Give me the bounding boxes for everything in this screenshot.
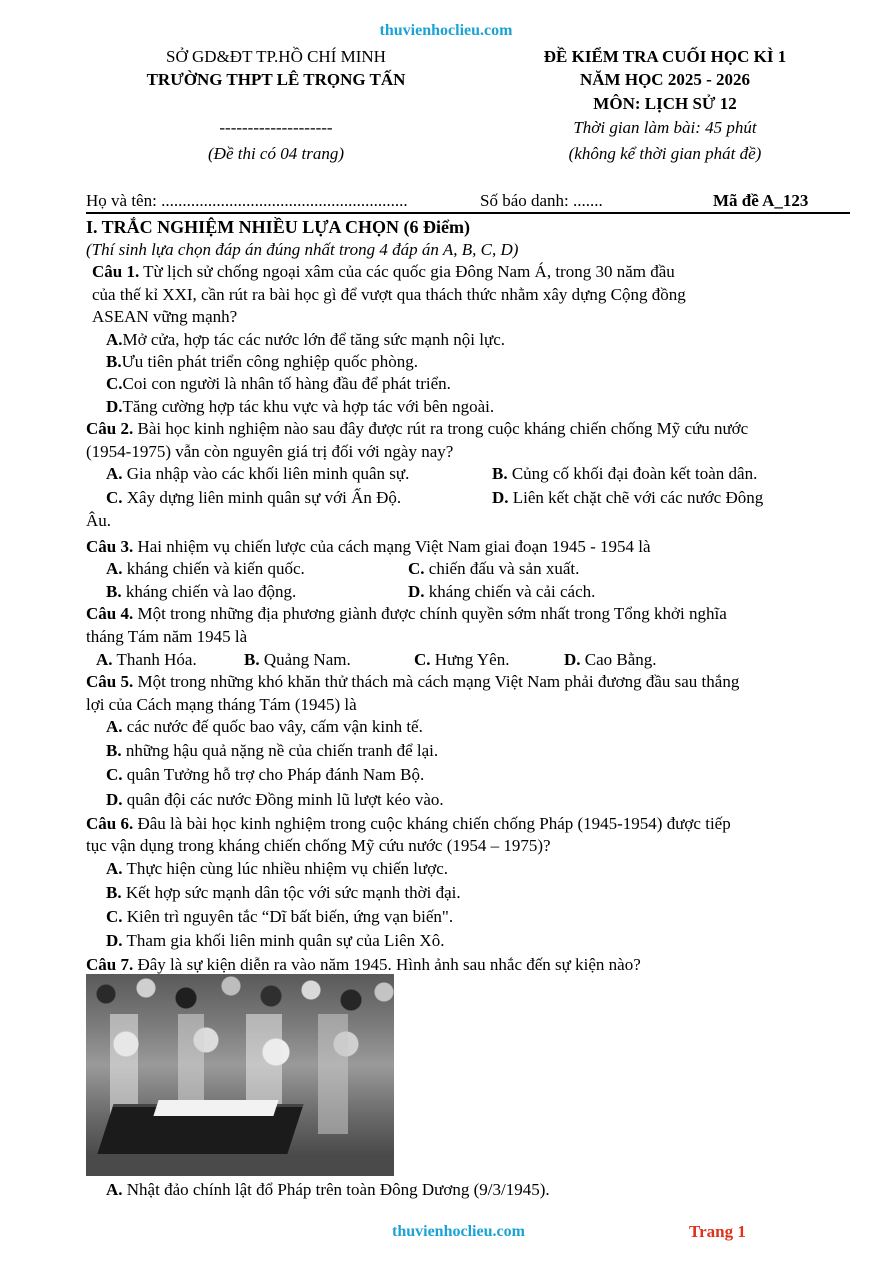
option-text: Nhật đảo chính lật đổ Pháp trên toàn Đông Dương (9/3/1945). xyxy=(122,1180,550,1199)
option-text: Thanh Hóa. xyxy=(112,650,197,669)
option-c xyxy=(408,558,579,580)
option-c xyxy=(106,373,451,395)
option-letter: D. xyxy=(408,582,425,601)
subject: MÔN: LỊCH SỬ 12 xyxy=(593,94,737,113)
option-text: Tăng cường hợp tác khu vực và hợp tác với bên ngoài. xyxy=(122,397,495,416)
option-letter: D. xyxy=(106,397,123,416)
option-text: quân Tưởng hỗ trợ cho Pháp đánh Nam Bộ. xyxy=(122,765,425,784)
option-letter: B. xyxy=(492,464,508,483)
option-d xyxy=(106,930,444,952)
option-b xyxy=(492,463,757,485)
time-note: (không kể thời gian phát đề) xyxy=(568,144,762,163)
option-b xyxy=(106,351,418,373)
option-text: Kiên trì nguyên tắc “Dĩ bất biến, ứng vạn biến". xyxy=(122,907,454,926)
option-letter: C. xyxy=(106,765,123,784)
header-divider: -------------------- xyxy=(219,118,333,137)
option-letter: D. xyxy=(106,931,123,950)
question-label: Câu 7. xyxy=(86,955,134,974)
option-a xyxy=(106,1179,550,1201)
option-c xyxy=(414,649,509,671)
question-label: Câu 2. xyxy=(86,419,134,438)
option-letter: A. xyxy=(106,559,123,578)
question-text: Hai nhiệm vụ chiến lược của cách mạng Việt Nam giai đoạn 1945 - 1954 là xyxy=(133,537,651,556)
option-b xyxy=(106,581,296,603)
question-5-line-1 xyxy=(86,671,739,693)
school-name: TRƯỜNG THPT LÊ TRỌNG TẤN xyxy=(146,70,406,89)
option-b xyxy=(106,882,461,904)
option-letter: D. xyxy=(564,650,581,669)
option-a xyxy=(106,858,448,880)
option-text: Cao Bằng. xyxy=(580,650,657,669)
option-text: Gia nhập vào các khối liên minh quân sự. xyxy=(122,464,410,483)
option-text: kháng chiến và cải cách. xyxy=(424,582,596,601)
option-text: kháng chiến và lao động. xyxy=(121,582,297,601)
option-b xyxy=(106,740,438,762)
option-letter: C. xyxy=(106,907,123,926)
option-text: Củng cố khối đại đoàn kết toàn dân. xyxy=(507,464,758,483)
question-6-line-2: tục vận dụng trong kháng chiến chống Mỹ cứu nước (1954 – 1975)? xyxy=(86,836,551,855)
question-6-line-1 xyxy=(86,813,731,835)
exam-title: ĐỀ KIỂM TRA CUỐI HỌC KÌ 1 xyxy=(543,47,787,66)
option-d xyxy=(408,581,595,603)
time-limit: Thời gian làm bài: 45 phút xyxy=(573,118,757,137)
option-text: những hậu quả nặng nề của chiến tranh để lại. xyxy=(121,741,439,760)
school-year: NĂM HỌC 2025 - 2026 xyxy=(580,70,750,89)
question-text: Một trong những khó khăn thử thách mà cách mạng Việt Nam phải đương đầu sau thắng xyxy=(133,672,740,691)
page-count-note: (Đề thi có 04 trang) xyxy=(208,144,344,163)
option-letter: B. xyxy=(106,582,122,601)
option-letter: A. xyxy=(96,650,113,669)
option-text: Ưu tiên phát triển công nghiệp quốc phòng. xyxy=(121,352,419,371)
surrender-ceremony-photo xyxy=(86,974,394,1176)
option-a xyxy=(106,329,505,351)
question-text: Đây là sự kiện diễn ra vào năm 1945. Hình ảnh sau nhắc đến sự kiện nào? xyxy=(133,955,641,974)
option-letter: B. xyxy=(106,352,122,371)
question-3-line-1 xyxy=(86,536,651,558)
header-rule xyxy=(86,212,850,214)
option-a xyxy=(96,649,197,671)
option-letter: C. xyxy=(106,374,123,393)
option-text: các nước đế quốc bao vây, cấm vận kinh tế. xyxy=(122,717,423,736)
site-watermark-bottom[interactable]: thuvienhoclieu.com xyxy=(392,1223,525,1240)
question-5-line-2: lợi của Cách mạng tháng Tám (1945) là xyxy=(86,695,357,714)
option-d xyxy=(492,487,763,509)
question-text: Bài học kinh nghiệm nào sau đây được rút ra trong cuộc kháng chiến chống Mỹ cứu nước xyxy=(133,419,749,438)
question-label: Câu 4. xyxy=(86,604,134,623)
option-c xyxy=(106,487,401,509)
page-number: Trang 1 xyxy=(689,1222,746,1241)
site-watermark-top[interactable]: thuvienhoclieu.com xyxy=(379,22,513,39)
option-letter: C. xyxy=(106,488,123,507)
option-text: Liên kết chặt chẽ với các nước Đông xyxy=(508,488,764,507)
question-1-line-3: ASEAN vững mạnh? xyxy=(92,307,238,326)
student-name-field: Họ và tên: .......................................................... xyxy=(86,191,408,210)
question-text: Một trong những địa phương giành được chính quyền sớm nhất trong Tổng khởi nghĩa xyxy=(133,604,727,623)
option-d xyxy=(106,789,444,811)
option-a xyxy=(106,558,305,580)
option-text: Quảng Nam. xyxy=(259,650,351,669)
option-text: quân đội các nước Đồng minh lũ lượt kéo vào. xyxy=(122,790,444,809)
option-c xyxy=(106,764,424,786)
option-letter: A. xyxy=(106,717,123,736)
option-text: Thực hiện cùng lúc nhiều nhiệm vụ chiến lược. xyxy=(122,859,448,878)
option-d-continuation: Âu. xyxy=(86,511,112,530)
section-title: I. TRẮC NGHIỆM NHIỀU LỰA CHỌN (6 Điểm) xyxy=(86,217,471,237)
option-d xyxy=(564,649,657,671)
option-text: kháng chiến và kiến quốc. xyxy=(122,559,305,578)
photo-floor xyxy=(86,1154,394,1176)
option-letter: C. xyxy=(408,559,425,578)
option-letter: A. xyxy=(106,859,123,878)
photo-documents xyxy=(153,1100,278,1116)
question-2-line-2: (1954-1975) vẫn còn nguyên giá trị đối với ngày nay? xyxy=(86,442,454,461)
option-letter: D. xyxy=(106,790,123,809)
question-label: Câu 1. xyxy=(92,262,140,281)
option-letter: B. xyxy=(244,650,260,669)
option-text: Tham gia khối liên minh quân sự của Liên Xô. xyxy=(122,931,445,950)
option-a xyxy=(106,716,423,738)
option-letter: C. xyxy=(414,650,431,669)
option-b xyxy=(244,649,351,671)
exam-code: Mã đề A_123 xyxy=(713,191,809,210)
question-label: Câu 6. xyxy=(86,814,134,833)
question-label: Câu 5. xyxy=(86,672,134,691)
section-instruction: (Thí sinh lựa chọn đáp án đúng nhất trong 4 đáp án A, B, C, D) xyxy=(86,240,519,259)
option-text: Xây dựng liên minh quân sự với Ấn Độ. xyxy=(122,488,402,507)
option-text: Mở cửa, hợp tác các nước lớn để tăng sức mạnh nội lực. xyxy=(122,330,506,349)
question-1-line-1 xyxy=(92,261,675,283)
option-text: Hưng Yên. xyxy=(430,650,510,669)
option-letter: B. xyxy=(106,883,122,902)
option-text: Kết hợp sức mạnh dân tộc với sức mạnh thời đại. xyxy=(121,883,461,902)
option-text: chiến đấu và sản xuất. xyxy=(424,559,580,578)
option-letter: B. xyxy=(106,741,122,760)
option-letter: A. xyxy=(106,330,123,349)
question-4-line-2: tháng Tám năm 1945 là xyxy=(86,627,248,646)
option-letter: D. xyxy=(492,488,509,507)
question-2-line-1 xyxy=(86,418,748,440)
department-name: SỞ GD&ĐT TP.HỒ CHÍ MINH xyxy=(166,47,386,66)
option-letter: A. xyxy=(106,1180,123,1199)
option-c xyxy=(106,906,453,928)
option-a xyxy=(106,463,409,485)
option-text: Coi con người là nhân tố hàng đầu để phát triển. xyxy=(122,374,451,393)
student-id-field: Số báo danh: ....... xyxy=(480,191,603,210)
question-text: Đâu là bài học kinh nghiệm trong cuộc kháng chiến chống Pháp (1945-1954) được tiếp xyxy=(133,814,731,833)
question-1-line-2: của thế kỉ XXI, cần rút ra bài học gì để vượt qua thách thức nhằm xây dựng Cộng đồng xyxy=(92,285,686,304)
question-4-line-1 xyxy=(86,603,727,625)
option-d xyxy=(106,396,494,418)
option-letter: A. xyxy=(106,464,123,483)
question-label: Câu 3. xyxy=(86,537,134,556)
question-7-line-1 xyxy=(86,954,641,976)
question-text: Từ lịch sử chống ngoại xâm của các quốc gia Đông Nam Á, trong 30 năm đầu xyxy=(139,262,675,281)
